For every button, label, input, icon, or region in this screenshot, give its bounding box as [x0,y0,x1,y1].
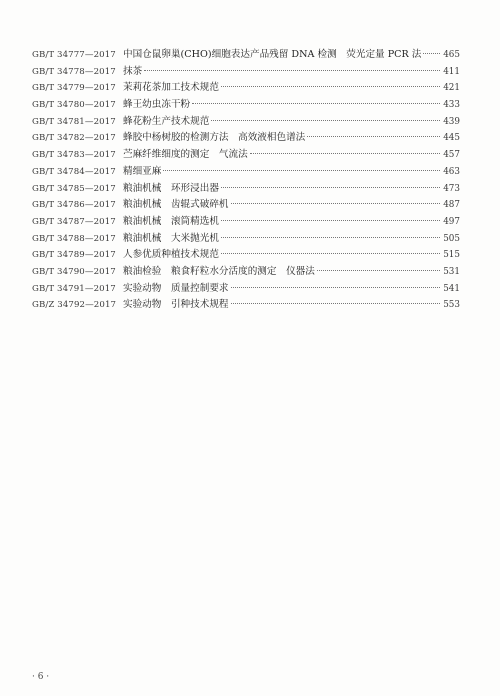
page-reference: 411 [443,66,460,77]
dot-leader [231,287,440,288]
dot-leader [192,103,440,104]
table-of-contents [32,47,460,314]
toc-entry [32,264,460,281]
toc-entry [32,97,460,114]
dot-leader [317,270,440,271]
toc-entry [32,197,460,214]
toc-entry [32,297,460,314]
toc-entry [32,181,460,198]
page-reference: 457 [443,150,460,161]
page-reference: 497 [443,216,460,227]
page-reference: 465 [443,50,460,60]
standard-title: 实验动物 质量控制要求 [123,282,229,294]
standard-title: 苎麻纤维细度的测定 气流法 [123,149,248,161]
standard-title: 中国仓鼠卵巢(CHO)细胞表达产品残留 DNA 检测 荧光定量 PCR 法 [123,49,422,60]
toc-entry [32,114,460,131]
standard-title: 蜂花粉生产技术规范 [123,115,210,127]
toc-entry [32,47,460,64]
page-reference: 515 [443,250,460,261]
page-reference: 505 [443,233,460,244]
standard-title: 粮油机械 滚筒精选机 [123,215,219,227]
standard-code: GB/T 34785—2017 [32,183,116,194]
page-reference: 541 [443,283,460,294]
page-reference: 421 [443,83,460,94]
standard-code: GB/T 34783—2017 [32,150,116,161]
standard-code: GB/T 34778—2017 [32,66,116,77]
standard-code: GB/T 34779—2017 [32,83,116,94]
dot-leader [221,253,440,254]
standard-title: 粮油检验 粮食籽粒水分活度的测定 仪器法 [123,265,315,277]
dot-leader [231,303,440,304]
standard-title: 茉莉花茶加工技术规范 [123,82,219,94]
page-reference: 473 [443,183,460,194]
toc-entry [32,64,460,81]
standard-code: GB/T 34788—2017 [32,233,116,244]
standard-code: GB/T 34780—2017 [32,100,116,111]
toc-entry [32,247,460,264]
standard-code: GB/T 34787—2017 [32,216,116,227]
page-reference: 445 [443,133,460,144]
dot-leader [307,136,440,137]
dot-leader [221,86,440,87]
standard-code: GB/T 34777—2017 [32,50,116,60]
toc-entry [32,164,460,181]
page-reference: 433 [443,100,460,111]
standard-code: GB/T 34782—2017 [32,133,116,144]
dot-leader [144,70,440,71]
page-number-footer: · 6 · [32,672,50,682]
page-reference: 487 [443,200,460,211]
dot-leader [211,120,440,121]
standard-title: 蜂王幼虫冻干粉 [123,99,191,111]
standard-code: GB/T 34791—2017 [32,283,116,294]
page-reference: 463 [443,166,460,177]
dot-leader [221,220,440,221]
standard-code: GB/T 34786—2017 [32,200,116,211]
standard-code: GB/T 34790—2017 [32,266,116,277]
standard-title: 粮油机械 大米抛光机 [123,232,219,244]
toc-entry [32,130,460,147]
dot-leader [231,203,440,204]
standard-title: 抹茶 [123,65,143,77]
standard-title: 蜂胶中杨树胶的检测方法 高效液相色谱法 [123,132,306,144]
standard-title: 实验动物 引种技术规程 [123,299,229,311]
toc-entry [32,281,460,298]
page-reference: 531 [443,266,460,277]
dot-leader [250,153,440,154]
standard-title: 人参优质种植技术规范 [123,249,219,261]
standard-title: 粮油机械 齿辊式破碎机 [123,199,229,211]
standard-code: GB/Z 34792—2017 [32,300,117,311]
dot-leader [221,187,440,188]
standard-title: 精细亚麻 [123,165,162,177]
dot-leader [423,53,440,54]
standard-title: 粮油机械 环形浸出器 [123,182,219,194]
standard-code: GB/T 34781—2017 [32,116,116,127]
page-reference: 439 [443,116,460,127]
toc-entry [32,214,460,231]
page-reference: 553 [443,300,460,311]
toc-entry [32,147,460,164]
standard-code: GB/T 34784—2017 [32,166,116,177]
toc-entry [32,80,460,97]
toc-entry [32,231,460,248]
standard-code: GB/T 34789—2017 [32,250,116,261]
dot-leader [221,237,440,238]
dot-leader [163,170,440,171]
